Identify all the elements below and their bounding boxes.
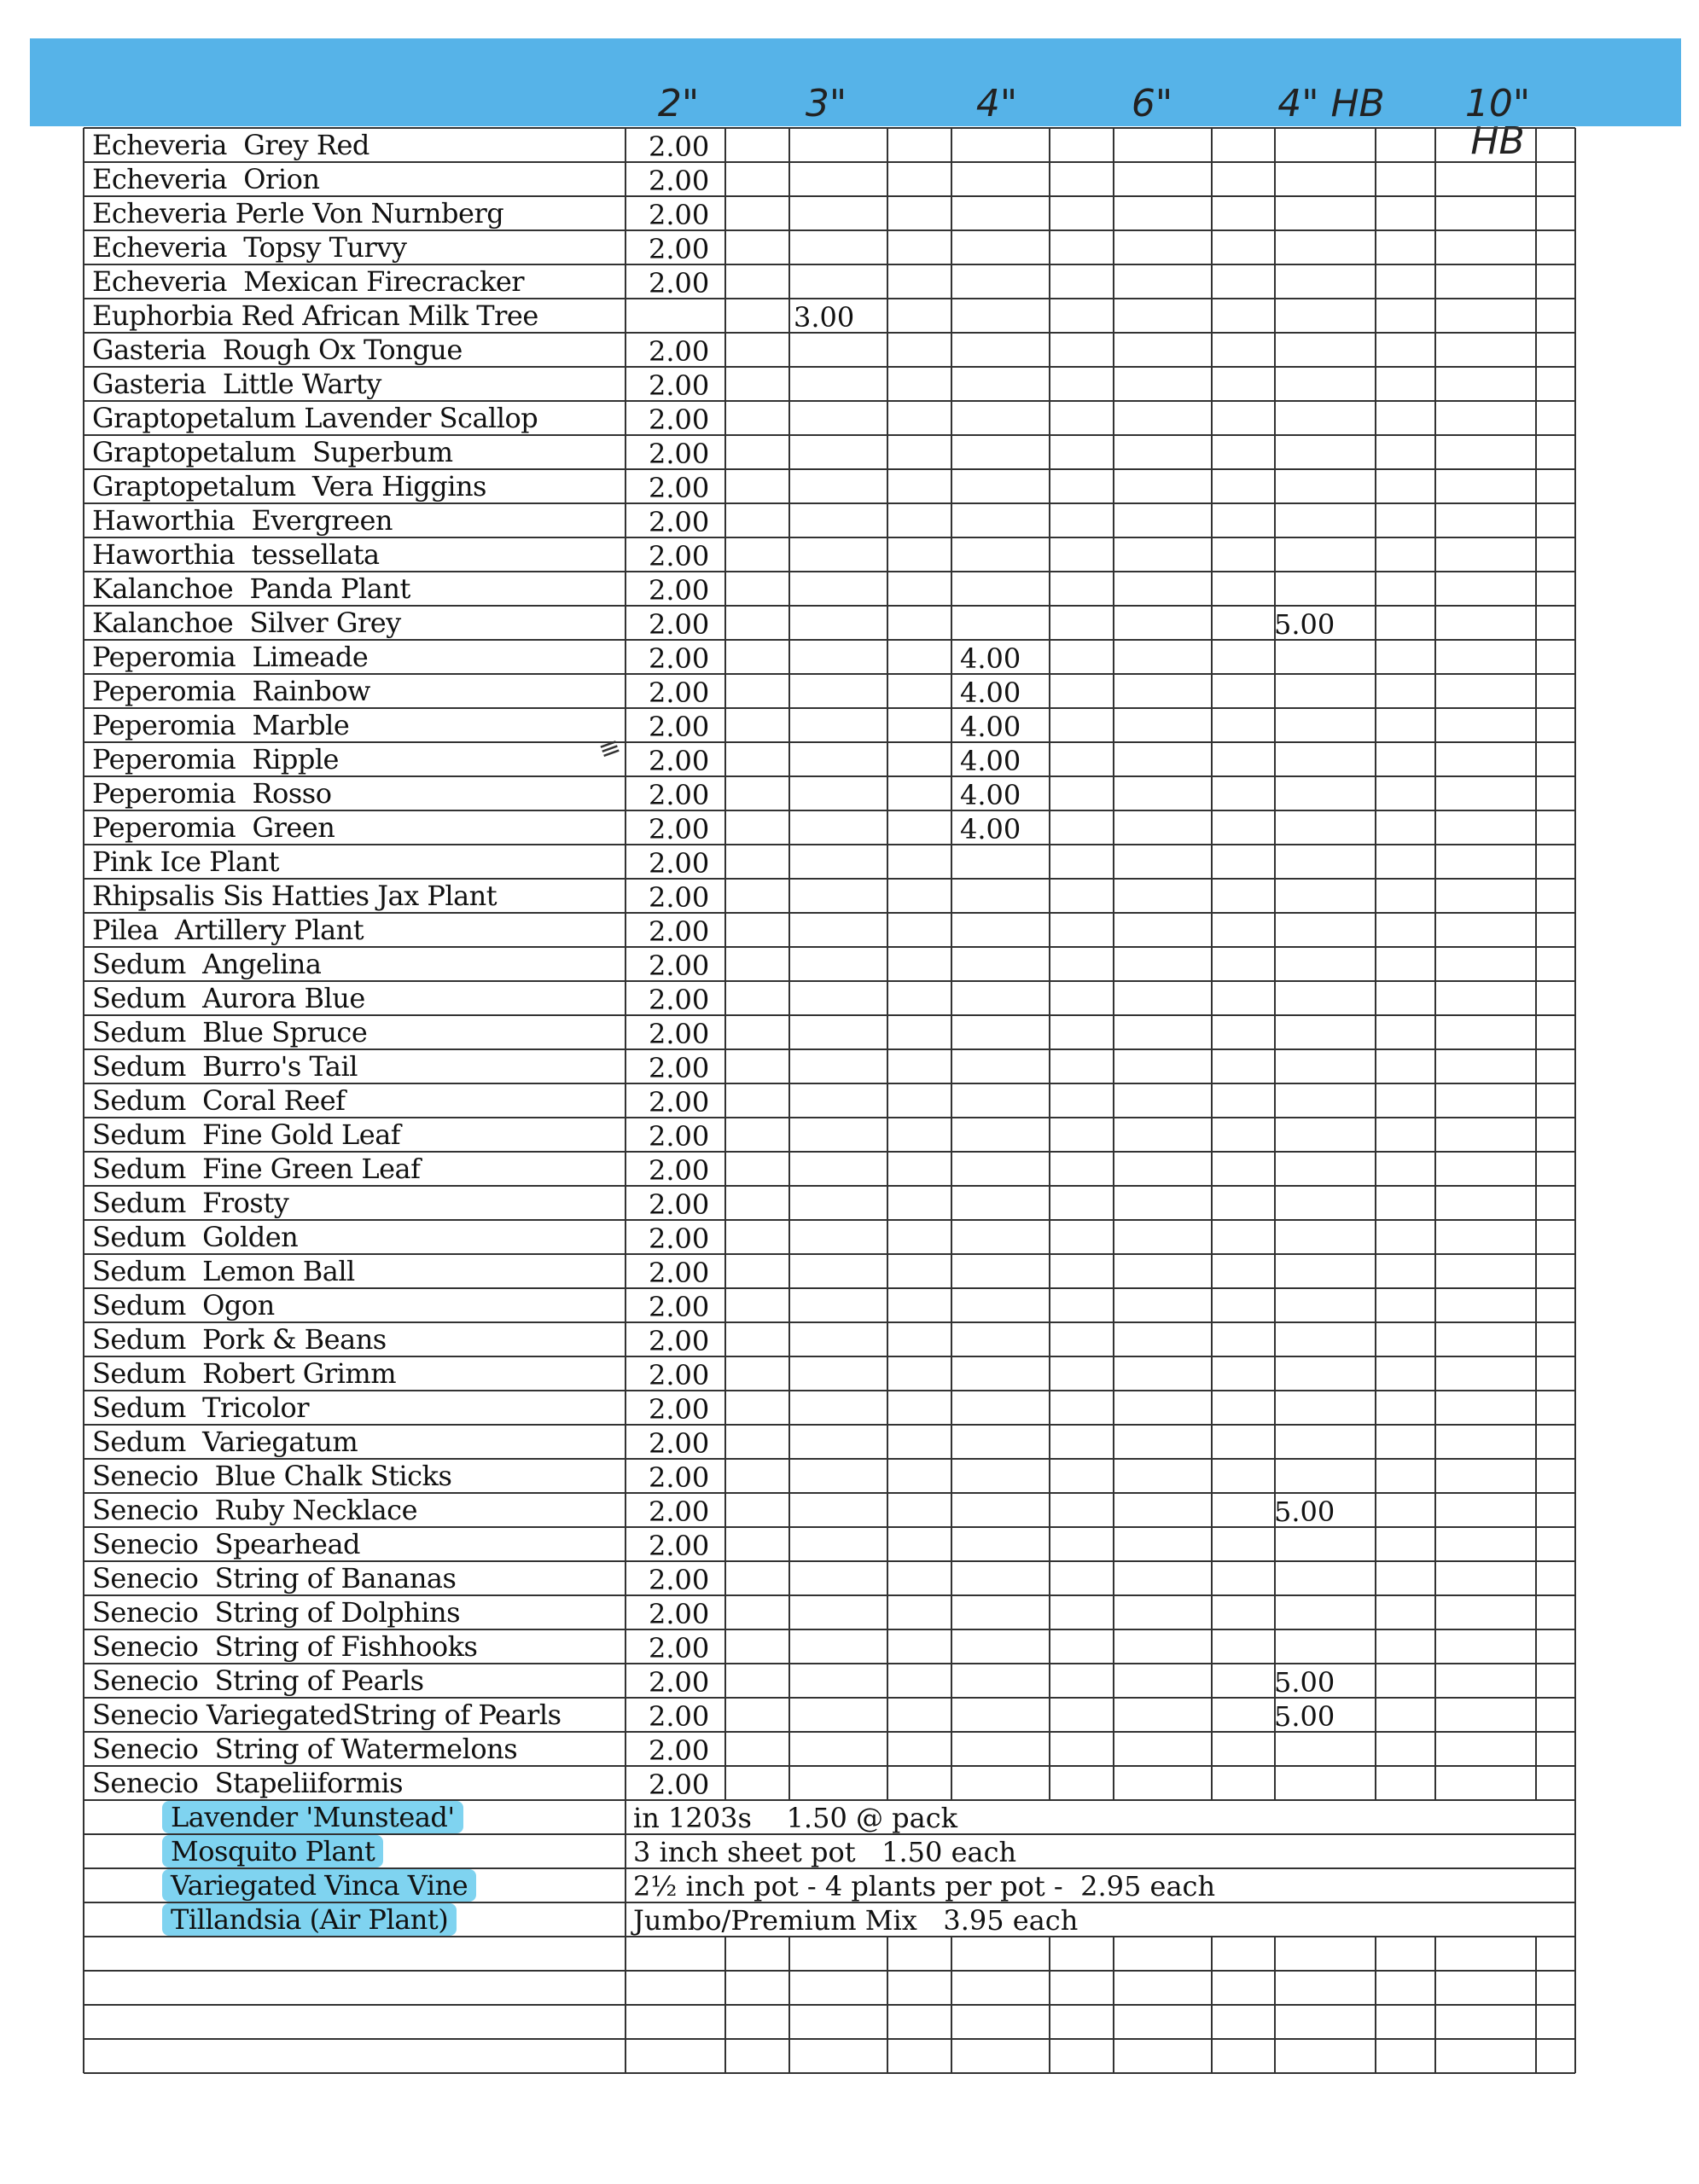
price-cell: 2.00 [649, 1427, 710, 1460]
plant-name: Sedum Variegatum [92, 1426, 358, 1458]
price-cell: 2.00 [649, 915, 710, 948]
price-cell: 2.00 [649, 438, 710, 470]
plant-name: Graptopetalum Vera Higgins [92, 470, 486, 502]
price-cell: 2.00 [649, 506, 710, 538]
plant-name: Senecio String of Bananas [92, 1562, 457, 1594]
plant-name: Peperomia Rosso [92, 777, 332, 810]
price-cell: 2.00 [649, 1120, 710, 1153]
price-cell: 2.00 [649, 1564, 710, 1596]
plant-name: Rhipsalis Sis Hatties Jax Plant [92, 880, 497, 912]
column-header: 4" [975, 82, 1018, 125]
price-cell: 2.00 [649, 950, 710, 982]
price-cell: 2.00 [649, 847, 710, 880]
plant-name: Euphorbia Red African Milk Tree [92, 299, 538, 332]
price-cell: 2.00 [649, 1598, 710, 1630]
price-cell: 2.00 [649, 1632, 710, 1664]
special-item-note: in 1203s 1.50 @ pack [633, 1802, 958, 1834]
plant-name: Senecio String of Watermelons [92, 1733, 518, 1765]
special-item-note: 3 inch sheet pot 1.50 each [633, 1836, 1017, 1868]
plant-name: Sedum Golden [92, 1221, 299, 1253]
price-cell: 2.00 [649, 1325, 710, 1357]
special-item-note: 2½ inch pot - 4 plants per pot - 2.95 each [633, 1870, 1216, 1902]
plant-name: Pink Ice Plant [92, 845, 279, 878]
plant-name: Echeveria Topsy Turvy [92, 231, 407, 264]
price-cell: 2.00 [649, 1086, 710, 1118]
plant-name: Haworthia Evergreen [92, 504, 393, 537]
plant-name: Sedum Burro's Tail [92, 1050, 358, 1083]
price-cell: 4.00 [960, 711, 1021, 743]
plant-name: Senecio String of Dolphins [92, 1596, 461, 1629]
plant-name: Sedum Fine Gold Leaf [92, 1118, 401, 1151]
price-cell: 4.00 [960, 745, 1021, 777]
plant-name: Sedum Coral Reef [92, 1084, 346, 1117]
special-item-label: Lavender 'Munstead' [162, 1801, 463, 1833]
plant-name: Senecio VariegatedString of Pearls [92, 1699, 561, 1731]
plant-name: Sedum Angelina [92, 948, 322, 980]
plant-name: Graptopetalum Lavender Scallop [92, 402, 538, 434]
price-cell: 2.00 [649, 131, 710, 163]
plant-name: Senecio String of Fishhooks [92, 1630, 478, 1663]
column-header: 2" [657, 82, 700, 125]
price-cell: 2.00 [649, 1734, 710, 1767]
plant-name: Senecio Ruby Necklace [92, 1494, 418, 1526]
price-cell: 2.00 [649, 779, 710, 811]
price-cell: 2.00 [649, 1700, 710, 1733]
price-cell: 2.00 [649, 608, 710, 641]
price-cell: 4.00 [960, 779, 1021, 811]
column-header: 3" [805, 82, 847, 125]
plant-name: Senecio Blue Chalk Sticks [92, 1460, 452, 1492]
plant-name: Gasteria Rough Ox Tongue [92, 334, 463, 366]
plant-name: Peperomia Green [92, 811, 335, 844]
special-item-name [162, 1868, 476, 1902]
plant-name: Peperomia Marble [92, 709, 350, 741]
plant-name: Senecio Spearhead [92, 1528, 360, 1560]
price-cell: 5.00 [1274, 1666, 1335, 1699]
plant-name: Pilea Artillery Plant [92, 914, 364, 946]
price-cell: 2.00 [649, 540, 710, 572]
plant-name: Echeveria Grey Red [92, 129, 369, 161]
price-cell: 5.00 [1274, 608, 1335, 641]
price-cell: 2.00 [649, 881, 710, 914]
plant-name: Haworthia tessellata [92, 538, 380, 571]
price-cell: 2.00 [649, 1359, 710, 1391]
plant-name: Peperomia Rainbow [92, 675, 370, 707]
price-cell: 2.00 [649, 574, 710, 607]
price-cell: 2.00 [649, 745, 710, 777]
column-header: 4" HB [1277, 82, 1385, 125]
price-cell: 2.00 [649, 369, 710, 402]
price-cell: 2.00 [649, 1769, 710, 1801]
plant-name: Senecio Stapeliiformis [92, 1767, 404, 1799]
special-item-note: Jumbo/Premium Mix 3.95 each [633, 1904, 1079, 1937]
price-cell: 4.00 [960, 677, 1021, 709]
column-header: 10" HB [1464, 82, 1531, 163]
plant-name: Sedum Aurora Blue [92, 982, 365, 1014]
plant-name: Sedum Lemon Ball [92, 1255, 355, 1287]
price-cell: 4.00 [960, 813, 1021, 845]
plant-name: Sedum Frosty [92, 1187, 289, 1219]
special-item-name [162, 1800, 463, 1834]
plant-name: Sedum Fine Green Leaf [92, 1153, 421, 1185]
price-cell: 2.00 [649, 1188, 710, 1221]
price-cell: 2.00 [649, 1666, 710, 1699]
special-item-label: Mosquito Plant [162, 1835, 383, 1867]
price-cell: 2.00 [649, 1223, 710, 1255]
price-cell: 2.00 [649, 1393, 710, 1426]
plant-name: Sedum Ogon [92, 1289, 275, 1321]
price-cell: 2.00 [649, 165, 710, 197]
plant-name: Echeveria Mexican Firecracker [92, 265, 525, 298]
price-cell: 2.00 [649, 1530, 710, 1562]
price-cell: 2.00 [649, 404, 710, 436]
plant-name: Kalanchoe Silver Grey [92, 607, 401, 639]
price-cell: 2.00 [649, 1496, 710, 1528]
plant-name: Kalanchoe Panda Plant [92, 572, 410, 605]
plant-name: Echeveria Perle Von Nurnberg [92, 197, 504, 229]
price-cell: 2.00 [649, 1154, 710, 1187]
price-cell: 2.00 [649, 813, 710, 845]
price-cell: 2.00 [649, 1052, 710, 1084]
price-cell: 5.00 [1274, 1700, 1335, 1733]
plant-name: Peperomia Limeade [92, 641, 369, 673]
plant-name: Sedum Pork & Beans [92, 1323, 387, 1356]
price-cell: 2.00 [649, 642, 710, 675]
special-item-name [162, 1902, 457, 1937]
plant-name: Echeveria Orion [92, 163, 320, 195]
price-cell: 3.00 [794, 301, 855, 334]
price-cell: 2.00 [649, 267, 710, 299]
price-cell: 2.00 [649, 472, 710, 504]
plant-name: Gasteria Little Warty [92, 368, 381, 400]
column-header: 6" [1131, 82, 1173, 125]
plant-name: Sedum Tricolor [92, 1391, 309, 1424]
special-item-label: Tillandsia (Air Plant) [162, 1903, 457, 1936]
price-cell: 2.00 [649, 233, 710, 265]
price-cell: 2.00 [649, 984, 710, 1016]
price-cell: 4.00 [960, 642, 1021, 675]
price-cell: 2.00 [649, 711, 710, 743]
price-cell: 2.00 [649, 335, 710, 368]
plant-name: Sedum Blue Spruce [92, 1016, 368, 1048]
plant-name: Graptopetalum Superbum [92, 436, 453, 468]
pen-mark: ≡ [594, 730, 625, 767]
price-cell: 2.00 [649, 1461, 710, 1494]
price-cell: 2.00 [649, 677, 710, 709]
price-cell: 2.00 [649, 1291, 710, 1323]
plant-name: Sedum Robert Grimm [92, 1357, 397, 1390]
price-cell: 2.00 [649, 199, 710, 231]
plant-name: Peperomia Ripple [92, 743, 339, 775]
price-cell: 5.00 [1274, 1496, 1335, 1528]
special-item-name [162, 1834, 383, 1868]
special-item-label: Variegated Vinca Vine [162, 1869, 476, 1902]
price-cell: 2.00 [649, 1257, 710, 1289]
plant-name: Senecio String of Pearls [92, 1664, 424, 1697]
price-cell: 2.00 [649, 1018, 710, 1050]
